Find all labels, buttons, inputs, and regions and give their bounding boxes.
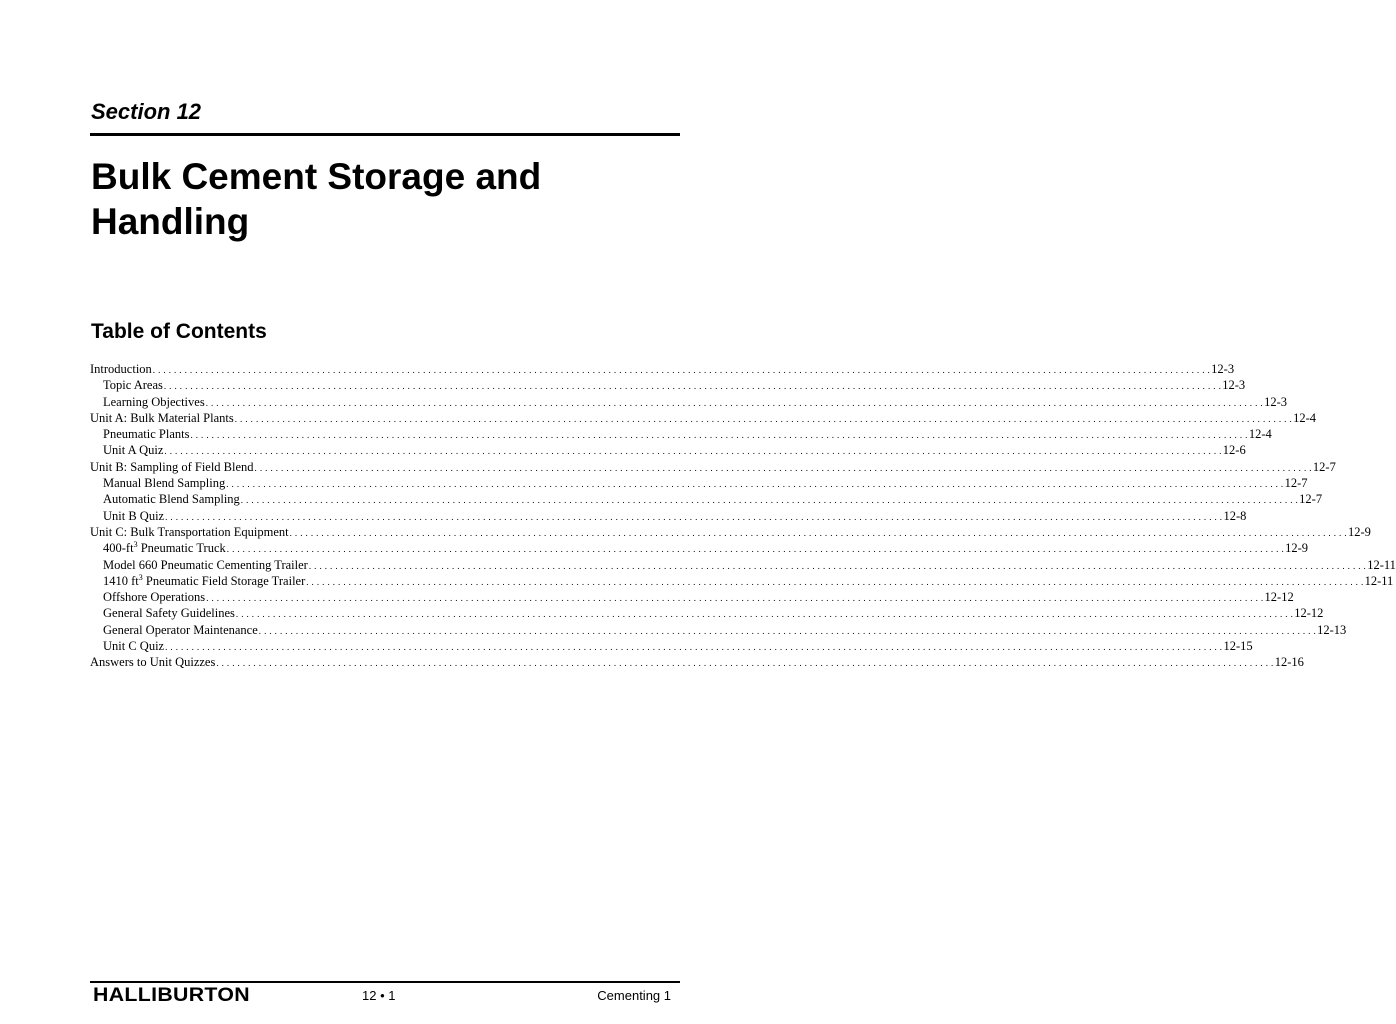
toc-leader-dots: . . . . . . . . . . . . . . . . . . . . . . . . . . . . . . . . . . . . . . . . . . . . . . . . . . . . . . . . . . . . . . . . . . . . . . . . . . . . . . . . . . . . . . . . . . . . . . . . . . . . . . . . . . . . . . . . . . . . . . . . . . . . . . . . . . . . . . . . . . . . . . . . . . . . . . . . . . . . . . . . . . . . . . . . . . . . . . . . . . . . . . . . . . . . . . . . . . . . . . . .	[258, 625, 1317, 636]
toc-entry-page: 12-12	[1264, 590, 1294, 605]
toc-entry-label: Learning Objectives	[103, 394, 205, 409]
header-rule	[90, 133, 680, 136]
toc-entry-label: Pneumatic Plants	[103, 427, 190, 442]
toc-entry-label: Unit B Quiz	[103, 508, 165, 523]
toc-entry[interactable]	[90, 442, 1246, 458]
toc-leader-dots: . . . . . . . . . . . . . . . . . . . . . . . . . . . . . . . . . . . . . . . . . . . . . . . . . . . . . . . . . . . . . . . . . . . . . . . . . . . . . . . . . . . . . . . . . . . . . . . . . . . . . . . . . . . . . . . . . . . . . . . . . . . . . . . . . . . . . . . . . . . . . . . . . . . . . . . . . . . . . . . . . . . . . . . . . . . . . . . . . . . . . . . . . . . . . . . . . . . . . . . .	[165, 642, 1223, 653]
toc-leader-dots: . . . . . . . . . . . . . . . . . . . . . . . . . . . . . . . . . . . . . . . . . . . . . . . . . . . . . . . . . . . . . . . . . . . . . . . . . . . . . . . . . . . . . . . . . . . . . . . . . . . . . . . . . . . . . . . . . . . . . . . . . . . . . . . . . . . . . . . . . . . . . . . . . . . . . . . . . . . . . . . . . . . . . . . . . . . . . . . . . . . . . . . . . . . . . . . . . . . . . . . .	[234, 413, 1293, 424]
toc-leader-dots: . . . . . . . . . . . . . . . . . . . . . . . . . . . . . . . . . . . . . . . . . . . . . . . . . . . . . . . . . . . . . . . . . . . . . . . . . . . . . . . . . . . . . . . . . . . . . . . . . . . . . . . . . . . . . . . . . . . . . . . . . . . . . . . . . . . . . . . . . . . . . . . . . . . . . . . . . . . . . . . . . . . . . . . . . . . . . . . . . . . . . . . . . . . . . . . . . . . . . . . .	[226, 479, 1284, 490]
toc-entry-page: 12-9	[1285, 541, 1309, 556]
toc-entry[interactable]	[90, 508, 1247, 524]
toc-entry[interactable]	[90, 361, 1235, 377]
toc-entry-page: 12-7	[1299, 492, 1323, 507]
toc-entry[interactable]	[90, 394, 1287, 410]
toc-entry-page: 12-11	[1367, 557, 1396, 572]
toc-leader-dots: . . . . . . . . . . . . . . . . . . . . . . . . . . . . . . . . . . . . . . . . . . . . . . . . . . . . . . . . . . . . . . . . . . . . . . . . . . . . . . . . . . . . . . . . . . . . . . . . . . . . . . . . . . . . . . . . . . . . . . . . . . . . . . . . . . . . . . . . . . . . . . . . . . . . . . . . . . . . . . . . . . . . . . . . . . . . . . . . . . . . . . . . . . . . . . . . . . . . . . . .	[235, 609, 1294, 620]
toc-entry-page: 12-4	[1248, 427, 1272, 442]
page-number: 12 • 1	[362, 988, 396, 1003]
toc-leader-dots: . . . . . . . . . . . . . . . . . . . . . . . . . . . . . . . . . . . . . . . . . . . . . . . . . . . . . . . . . . . . . . . . . . . . . . . . . . . . . . . . . . . . . . . . . . . . . . . . . . . . . . . . . . . . . . . . . . . . . . . . . . . . . . . . . . . . . . . . . . . . . . . . . . . . . . . . . . . . . . . . . . . . . . . . . . . . . . . . . . . . . . . . . . . . . . . . . . . . . . . .	[152, 365, 1211, 375]
toc-entry-label: 1410 $ft^3$ Pneumatic Field Storage Trailer	[103, 572, 306, 588]
toc-entry[interactable]	[90, 572, 1394, 589]
toc-entry[interactable]	[90, 475, 1308, 491]
toc-leader-dots: . . . . . . . . . . . . . . . . . . . . . . . . . . . . . . . . . . . . . . . . . . . . . . . . . . . . . . . . . . . . . . . . . . . . . . . . . . . . . . . . . . . . . . . . . . . . . . . . . . . . . . . . . . . . . . . . . . . . . . . . . . . . . . . . . . . . . . . . . . . . . . . . . . . . . . . . . . . . . . . . . . . . . . . . . . . . . . . . . . . . . . . . . . . . . . . . . . . . . . . .	[206, 593, 1264, 604]
toc-entry[interactable]	[90, 540, 1309, 556]
toc-entry-label: Model 660 Pneumatic Cementing Trailer	[103, 557, 308, 572]
toc-leader-dots: . . . . . . . . . . . . . . . . . . . . . . . . . . . . . . . . . . . . . . . . . . . . . . . . . . . . . . . . . . . . . . . . . . . . . . . . . . . . . . . . . . . . . . . . . . . . . . . . . . . . . . . . . . . . . . . . . . . . . . . . . . . . . . . . . . . . . . . . . . . . . . . . . . . . . . . . . . . . . . . . . . . . . . . . . . . . . . . . . . . . . . . . . . . . . . . . . . . . . . . .	[240, 495, 1299, 506]
toc-entry-label: Offshore Operations	[103, 590, 206, 605]
toc-entry[interactable]	[90, 605, 1324, 621]
toc-entry-label: Unit B: Sampling of Field Blend	[90, 459, 254, 474]
section-label: Section 12	[91, 99, 202, 124]
toc-entry-page: 12-8	[1223, 508, 1247, 523]
toc-leader-dots: . . . . . . . . . . . . . . . . . . . . . . . . . . . . . . . . . . . . . . . . . . . . . . . . . . . . . . . . . . . . . . . . . . . . . . . . . . . . . . . . . . . . . . . . . . . . . . . . . . . . . . . . . . . . . . . . . . . . . . . . . . . . . . . . . . . . . . . . . . . . . . . . . . . . . . . . . . . . . . . . . . . . . . . . . . . . . . . . . . . . . . . . . . . . . . . . . . . . . . . .	[164, 446, 1222, 457]
toc-entry-label: Topic Areas	[103, 378, 163, 393]
toc-entry-label: Unit C: Bulk Transportation Equipment	[90, 524, 289, 539]
toc-entry-label: General Safety Guidelines	[103, 606, 235, 621]
toc-entry-label: General Operator Maintenance	[103, 622, 258, 637]
toc-entry-page: 12-3	[1222, 378, 1246, 393]
toc-entry-label: Introduction	[90, 362, 152, 376]
toc-leader-dots: . . . . . . . . . . . . . . . . . . . . . . . . . . . . . . . . . . . . . . . . . . . . . . . . . . . . . . . . . . . . . . . . . . . . . . . . . . . . . . . . . . . . . . . . . . . . . . . . . . . . . . . . . . . . . . . . . . . . . . . . . . . . . . . . . . . . . . . . . . . . . . . . . . . . . . . . . . . . . . . . . . . . . . . . . . . . . . . . . . . . . . . . . . . . . . . . . . . . . . . .	[216, 658, 1274, 669]
toc-entry-label: Answers to Unit Quizzes	[90, 655, 216, 670]
page-title: Bulk Cement Storage and Handling	[91, 156, 542, 242]
toc-leader-dots: . . . . . . . . . . . . . . . . . . . . . . . . . . . . . . . . . . . . . . . . . . . . . . . . . . . . . . . . . . . . . . . . . . . . . . . . . . . . . . . . . . . . . . . . . . . . . . . . . . . . . . . . . . . . . . . . . . . . . . . . . . . . . . . . . . . . . . . . . . . . . . . . . . . . . . . . . . . . . . . . . . . . . . . . . . . . . . . . . . . . . . . . . . . . . . . . . . . . . . . .	[163, 381, 1222, 392]
toc-entry[interactable]	[90, 426, 1272, 442]
toc-entry-label: Unit A: Bulk Material Plants	[90, 410, 234, 425]
toc-entry[interactable]	[90, 459, 1336, 475]
footer-rule	[90, 981, 680, 983]
toc-entry-page: 12-9	[1347, 524, 1371, 539]
toc-entry[interactable]	[90, 410, 1317, 426]
toc-entry[interactable]	[90, 524, 1371, 540]
toc-leader-dots: . . . . . . . . . . . . . . . . . . . . . . . . . . . . . . . . . . . . . . . . . . . . . . . . . . . . . . . . . . . . . . . . . . . . . . . . . . . . . . . . . . . . . . . . . . . . . . . . . . . . . . . . . . . . . . . . . . . . . . . . . . . . . . . . . . . . . . . . . . . . . . . . . . . . . . . . . . . . . . . . . . . . . . . . . . . . . . . . . . . . . . . . . . . . . . . . . . . . . . . .	[254, 462, 1312, 473]
toc-entry-page: 12-3	[1211, 362, 1235, 376]
toc-leader-dots: . . . . . . . . . . . . . . . . . . . . . . . . . . . . . . . . . . . . . . . . . . . . . . . . . . . . . . . . . . . . . . . . . . . . . . . . . . . . . . . . . . . . . . . . . . . . . . . . . . . . . . . . . . . . . . . . . . . . . . . . . . . . . . . . . . . . . . . . . . . . . . . . . . . . . . . . . . . . . . . . . . . . . . . . . . . . . . . . . . . . . . . . . . . . . . . . . . . . . . . .	[165, 511, 1223, 522]
toc-entry[interactable]	[90, 377, 1246, 393]
toc-leader-dots: . . . . . . . . . . . . . . . . . . . . . . . . . . . . . . . . . . . . . . . . . . . . . . . . . . . . . . . . . . . . . . . . . . . . . . . . . . . . . . . . . . . . . . . . . . . . . . . . . . . . . . . . . . . . . . . . . . . . . . . . . . . . . . . . . . . . . . . . . . . . . . . . . . . . . . . . . . . . . . . . . . . . . . . . . . . . . . . . . . . . . . . . . . . . . . . . . . . . . . . .	[289, 527, 1347, 538]
toc-entry[interactable]	[90, 622, 1347, 638]
toc-heading: Table of Contents	[91, 320, 267, 343]
table-of-contents	[90, 361, 1396, 671]
toc-entry-page: 12-7	[1284, 476, 1308, 491]
toc-entry-page: 12-12	[1294, 606, 1324, 621]
toc-entry-label: Unit C Quiz	[103, 639, 165, 654]
toc-entry-label: Unit A Quiz	[103, 443, 164, 458]
toc-entry-page: 12-15	[1223, 639, 1253, 654]
halliburton-logo: HALLIBURTON	[93, 985, 250, 1006]
toc-entry-page: 12-4	[1293, 410, 1317, 425]
toc-leader-dots: . . . . . . . . . . . . . . . . . . . . . . . . . . . . . . . . . . . . . . . . . . . . . . . . . . . . . . . . . . . . . . . . . . . . . . . . . . . . . . . . . . . . . . . . . . . . . . . . . . . . . . . . . . . . . . . . . . . . . . . . . . . . . . . . . . . . . . . . . . . . . . . . . . . . . . . . . . . . . . . . . . . . . . . . . . . . . . . . . . . . . . . . . . . . . . . . . . . . . . . .	[306, 576, 1364, 587]
toc-entry[interactable]	[90, 654, 1304, 670]
toc-entry-page: 12-11	[1364, 573, 1394, 588]
toc-entry-page: 12-16	[1274, 655, 1304, 670]
book-title: Cementing 1	[597, 988, 671, 1003]
toc-entry-label: Automatic Blend Sampling	[103, 492, 240, 507]
toc-entry-page: 12-3	[1264, 394, 1287, 409]
toc-entry-page: 12-6	[1222, 443, 1246, 458]
toc-entry-label: $400-ft^3$ Pneumatic Truck	[103, 540, 226, 556]
toc-entry-page: 12-7	[1312, 459, 1336, 474]
toc-leader-dots: . . . . . . . . . . . . . . . . . . . . . . . . . . . . . . . . . . . . . . . . . . . . . . . . . . . . . . . . . . . . . . . . . . . . . . . . . . . . . . . . . . . . . . . . . . . . . . . . . . . . . . . . . . . . . . . . . . . . . . . . . . . . . . . . . . . . . . . . . . . . . . . . . . . . . . . . . . . . . . . . . . . . . . . . . . . . . . . . . . . . . . . . . . . . . . . . . . . . . . . .	[190, 430, 1248, 441]
toc-entry[interactable]	[90, 557, 1396, 573]
toc-leader-dots: . . . . . . . . . . . . . . . . . . . . . . . . . . . . . . . . . . . . . . . . . . . . . . . . . . . . . . . . . . . . . . . . . . . . . . . . . . . . . . . . . . . . . . . . . . . . . . . . . . . . . . . . . . . . . . . . . . . . . . . . . . . . . . . . . . . . . . . . . . . . . . . . . . . . . . . . . . . . . . . . . . . . . . . . . . . . . . . . . . . . . . . . . . . . . . . . . . . . . . . .	[308, 560, 1367, 571]
toc-entry[interactable]	[90, 638, 1253, 654]
toc-entry-label: Manual Blend Sampling	[103, 476, 226, 491]
toc-leader-dots: . . . . . . . . . . . . . . . . . . . . . . . . . . . . . . . . . . . . . . . . . . . . . . . . . . . . . . . . . . . . . . . . . . . . . . . . . . . . . . . . . . . . . . . . . . . . . . . . . . . . . . . . . . . . . . . . . . . . . . . . . . . . . . . . . . . . . . . . . . . . . . . . . . . . . . . . . . . . . . . . . . . . . . . . . . . . . . . . . . . . . . . . . . . . . . . . . . . . . . . .	[226, 544, 1285, 555]
toc-entry-page: 12-13	[1317, 622, 1347, 637]
toc-leader-dots: . . . . . . . . . . . . . . . . . . . . . . . . . . . . . . . . . . . . . . . . . . . . . . . . . . . . . . . . . . . . . . . . . . . . . . . . . . . . . . . . . . . . . . . . . . . . . . . . . . . . . . . . . . . . . . . . . . . . . . . . . . . . . . . . . . . . . . . . . . . . . . . . . . . . . . . . . . . . . . . . . . . . . . . . . . . . . . . . . . . . . . . . . . . . . . . . . . . . . . . .	[205, 397, 1264, 408]
toc-entry[interactable]	[90, 589, 1294, 605]
toc-entry[interactable]	[90, 491, 1323, 507]
